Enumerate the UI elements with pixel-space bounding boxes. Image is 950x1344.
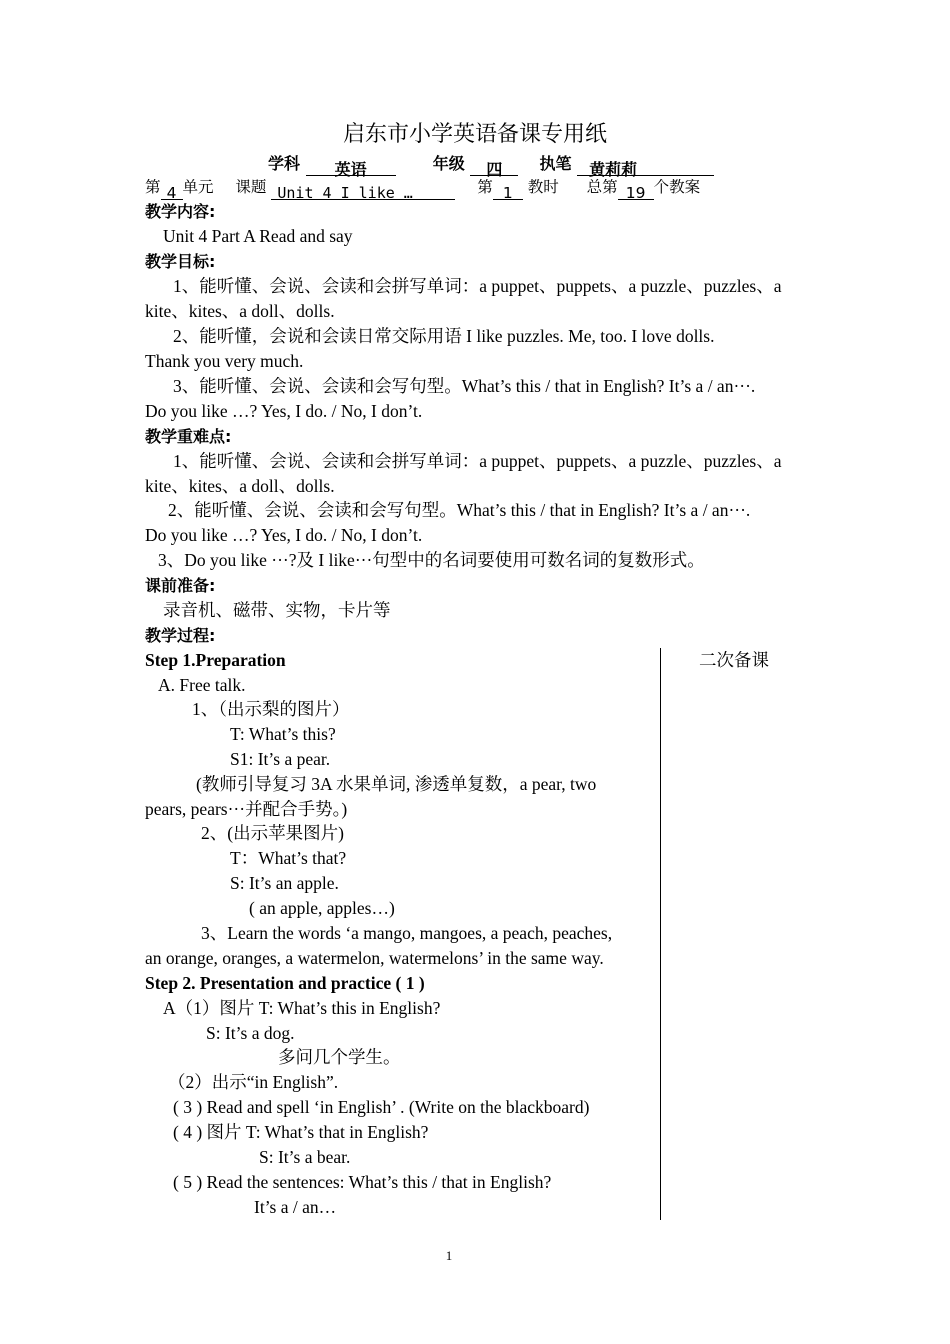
- total-prefix: 总第: [586, 178, 618, 196]
- goal-2-line-2: Thank you very much.: [145, 351, 304, 371]
- step-2-item-4-student: S: It’s a bear.: [259, 1147, 351, 1167]
- prep-heading: 课前准备:: [145, 576, 216, 595]
- key-3: 3、Do you like ···?及 I like···句型中的名词要使用可数名词的复数形式。: [158, 550, 705, 570]
- goal-1-line-2: kite、kites、a doll、dolls.: [145, 301, 335, 321]
- step-2-item-4: ( 4 ) 图片 T: What’s that in English?: [173, 1122, 429, 1142]
- subject-value: 英语: [306, 157, 396, 176]
- unit-number: 4: [161, 181, 183, 200]
- process-heading: 教学过程:: [145, 626, 216, 645]
- content-text: Unit 4 Part A Read and say: [163, 226, 353, 246]
- key-2-line-1: 2、能听懂、会说、会读和会写句型。What’s this / that in English? It’s a / an···.: [168, 500, 751, 520]
- second-prep-label: 二次备课: [699, 650, 769, 670]
- activity-1-note-line-1: (教师引导复习 3A 水果单词, 渗透单复数，a pear, two: [196, 774, 597, 794]
- total-suffix: 个教案: [653, 178, 701, 196]
- free-talk: A. Free talk.: [158, 675, 246, 695]
- subject-line: [268, 151, 714, 179]
- topic-label: 课题: [235, 178, 267, 196]
- step-2-item-1-student: S: It’s a dog.: [206, 1023, 295, 1043]
- goal-2-line-1: 2、能听懂，会说和会读日常交际用语 I like puzzles. Me, too. I love dolls.: [173, 326, 715, 346]
- key-2-line-2: Do you like …? Yes, I do. / No, I don’t.: [145, 525, 423, 545]
- step-2-item-2: （2）出示“in English”.: [168, 1072, 339, 1092]
- goal-3-line-2: Do you like …? Yes, I do. / No, I don’t.: [145, 401, 423, 421]
- unit-prefix: 第: [145, 178, 161, 196]
- total-number: 19: [618, 181, 654, 200]
- lesson-prefix: 第: [477, 178, 493, 196]
- topic-value: Unit 4 I like …: [271, 181, 455, 200]
- step-2-heading: Step 2. Presentation and practice ( 1 ): [145, 973, 425, 993]
- activity-2-note: ( an apple, apples…): [249, 898, 395, 918]
- goal-3-line-1: 3、能听懂、会说、会读和会写句型。What’s this / that in English? It’s a / an···.: [173, 376, 756, 396]
- page-number: 1: [445, 1248, 453, 1263]
- step-2-item-3: ( 3 ) Read and spell ‘in English’ . (Write on the blackboard): [173, 1097, 590, 1117]
- prep-text: 录音机、磁带、实物，卡片等: [163, 600, 391, 620]
- author-value: 黄莉莉: [577, 157, 714, 176]
- activity-3-line-1: 3、Learn the words ‘a mango, mangoes, a peach, peaches,: [201, 923, 613, 943]
- step-2-item-1-note: 多问几个学生。: [278, 1047, 401, 1067]
- grade-value: 四: [470, 157, 518, 176]
- subject-label: 学科: [268, 154, 301, 173]
- step-2-item-1: A（1）图片 T: What’s this in English?: [163, 998, 441, 1018]
- activity-3-line-2: an orange, oranges, a watermelon, watermelons’ in the same way.: [145, 948, 604, 968]
- activity-1: 1、（出示梨的图片）: [192, 699, 350, 719]
- column-divider: [660, 648, 661, 1220]
- key-1-line-1: 1、能听懂、会说、会读和会拼写单词：a puppet、puppets、a puzzle、puzzles、a: [173, 451, 782, 471]
- step-2-item-5-answer: It’s a / an…: [254, 1197, 337, 1217]
- unit-suffix: 单元: [182, 178, 214, 196]
- lesson-number: 1: [493, 181, 523, 200]
- step-2-item-5: ( 5 ) Read the sentences: What’s this / that in English?: [173, 1172, 552, 1192]
- activity-2: 2、(出示苹果图片): [201, 823, 344, 843]
- key-1-line-2: kite、kites、a doll、dolls.: [145, 476, 335, 496]
- meta-line: [145, 175, 700, 200]
- goals-heading: 教学目标:: [145, 252, 216, 271]
- goal-1-line-1: 1、能听懂、会说、会读和会拼写单词：a puppet、puppets、a puzzle、puzzles、a: [173, 276, 782, 296]
- author-label: 执笔: [539, 154, 572, 173]
- page-title: 启东市小学英语备课专用纸: [342, 122, 607, 147]
- key-points-heading: 教学重难点:: [145, 427, 232, 446]
- grade-label: 年级: [432, 154, 465, 173]
- activity-1-teacher: T: What’s this?: [230, 724, 336, 744]
- activity-1-student: S1: It’s a pear.: [230, 749, 331, 769]
- activity-2-teacher: T：What’s that?: [230, 848, 347, 868]
- lesson-suffix: 教时: [527, 178, 559, 196]
- activity-1-note-line-2: pears, pears···并配合手势。): [145, 799, 348, 819]
- activity-2-student: S: It’s an apple.: [230, 873, 339, 893]
- step-1-heading: Step 1.Preparation: [145, 650, 286, 670]
- content-heading: 教学内容:: [145, 202, 216, 221]
